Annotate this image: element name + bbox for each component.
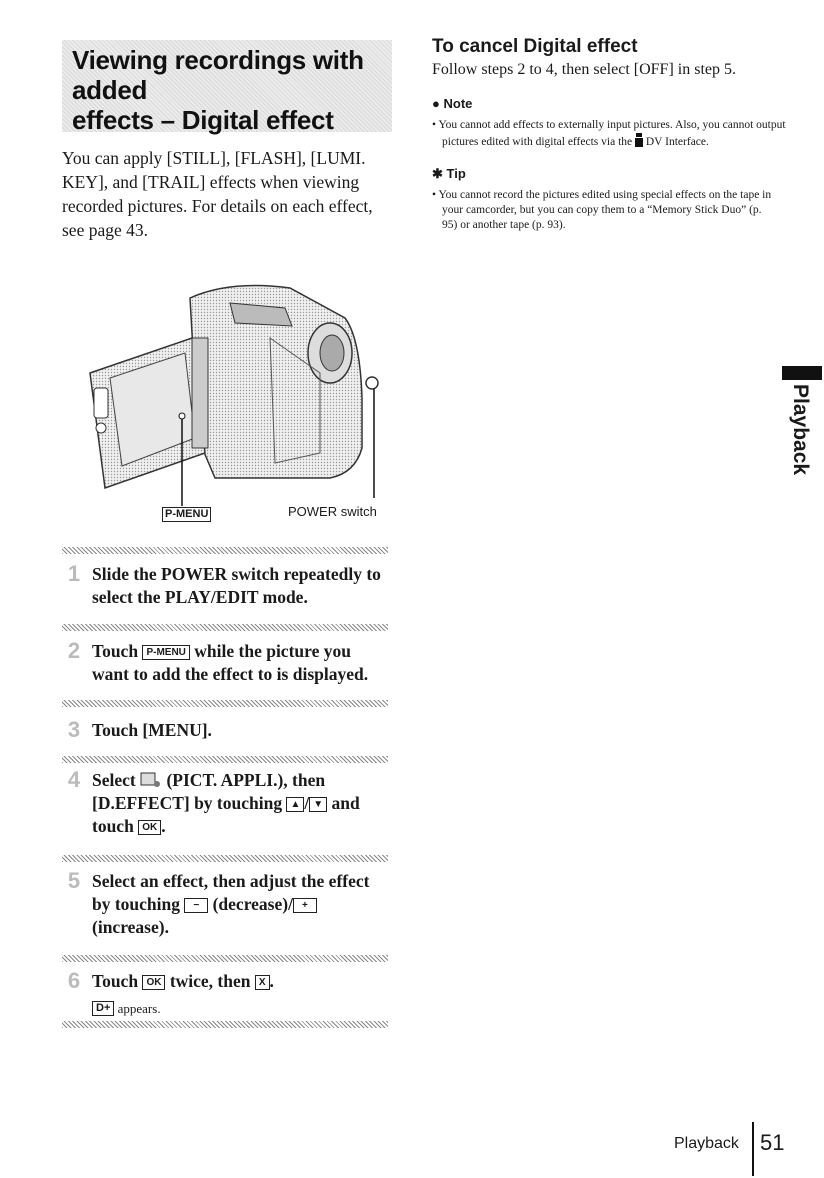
camcorder-figure — [80, 278, 390, 523]
pmenu-key: P-MENU — [142, 645, 189, 660]
note-text: • You cannot add effects to externally input pictures. Also, you cannot output pictures edited with digital effects via the DV Interface. — [432, 119, 786, 148]
step-number: 1 — [67, 561, 81, 586]
step-separator — [62, 756, 388, 763]
ok-key: OK — [138, 820, 161, 835]
section-tab-marker — [782, 366, 822, 380]
up-arrow-key: ▲ — [286, 797, 304, 812]
step-number: 3 — [67, 717, 81, 742]
step-number: 6 — [67, 968, 81, 993]
step-separator — [62, 624, 388, 631]
step-6 — [62, 970, 392, 1020]
step-number: 5 — [67, 868, 81, 893]
step-number: 4 — [67, 767, 81, 792]
step-separator — [62, 955, 388, 962]
tip-text: • You cannot record the pictures edited using special effects on the tape in your camcorder, but you can copy them to a “Memory Stick Duo” (p. 95) or another tape (p. 93). — [432, 189, 772, 231]
note-block: ● Note • You cannot add effects to externally input pictures. Also, you cannot output pictures edited with digital effects via the DV Interface. — [432, 94, 792, 150]
step-4 — [62, 769, 392, 838]
down-arrow-key: ▼ — [309, 797, 327, 812]
cancel-body: Follow steps 2 to 4, then select [OFF] in step 5. — [432, 61, 736, 78]
pmenu-label: P-MENU — [162, 507, 211, 522]
step-5 — [62, 870, 392, 939]
right-column — [432, 60, 792, 233]
step-separator — [62, 547, 388, 554]
section-title: Viewing recordings with added effects – Digital effect — [72, 45, 364, 135]
step-6-sub: D+ appears. — [92, 997, 392, 1020]
ok-key: OK — [142, 975, 165, 990]
page-number: 51 — [760, 1130, 785, 1155]
digital-effect-indicator-icon: D+ — [92, 1001, 114, 1016]
step-text: Touch [MENU]. — [92, 720, 212, 740]
camcorder-icon — [80, 278, 390, 523]
section-tab: Playback — [789, 384, 812, 476]
close-key: X — [255, 975, 270, 990]
step-number: 2 — [67, 638, 81, 663]
step-text: Select (PICT. APPLI.), then [D.EFFECT] by touching ▲ / ▼ and touch OK . — [92, 770, 360, 836]
step-separator — [62, 1021, 388, 1028]
step-separator — [62, 700, 388, 707]
pict-appli-icon — [140, 772, 162, 788]
step-text: Slide the POWER switch repeatedly to select the PLAY/EDIT mode. — [92, 564, 381, 607]
step-text: Touch OK twice, then X . — [92, 971, 274, 991]
step-text: Touch P-MENU while the picture you want to add the effect to is displayed. — [92, 641, 369, 684]
note-icon: ● — [432, 96, 440, 111]
minus-key: − — [184, 898, 208, 913]
section-title-band — [62, 40, 392, 135]
step-text: Select an effect, then adjust the effect by touching − (decrease)/ + (increase). — [92, 871, 370, 937]
footer-section: Playback — [674, 1135, 739, 1152]
footer-divider — [752, 1122, 754, 1176]
power-switch-label: POWER switch — [288, 504, 377, 519]
dv-interface-icon — [635, 133, 643, 147]
step-3 — [62, 719, 392, 742]
step-separator — [62, 855, 388, 862]
tip-block: ✱ Tip • You cannot record the pictures edited using special effects on the tape in your camcorder, but you can copy them to a “Memory Stick Duo” (p. 95) or another tape (p. 93). — [432, 166, 772, 231]
step-2 — [62, 640, 392, 686]
plus-key: + — [293, 898, 317, 913]
intro-paragraph: You can apply [STILL], [FLASH], [LUMI. KEY], and [TRAIL] effects when viewing recorded pictures. For details on each effect, see page 43. — [62, 148, 373, 240]
tip-bulb-icon: ✱ — [432, 166, 443, 181]
cancel-heading: To cancel Digital effect — [432, 36, 638, 57]
step-1 — [62, 563, 392, 609]
